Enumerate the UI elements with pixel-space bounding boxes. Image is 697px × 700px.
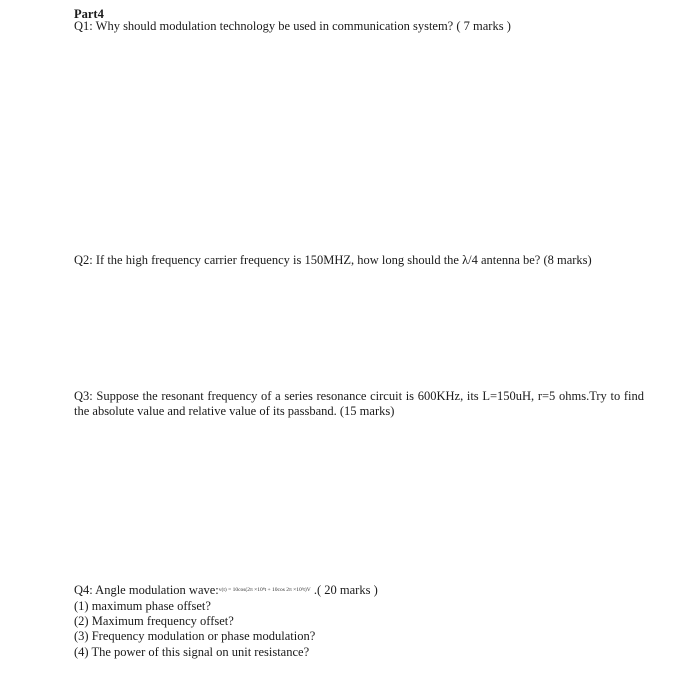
question-4-item: (2) Maximum frequency offset? [74,614,234,628]
question-2: Q2: If the high frequency carrier frequency is 150MHZ, how long should the λ/4 antenna be? (8 marks) [74,253,592,267]
question-4-item: (1) maximum phase offset? [74,599,211,613]
question-4-item: (3) Frequency modulation or phase modulation? [74,629,316,643]
question-4-marks: .( 20 marks ) [310,583,378,597]
angle-modulation-formula: v(t) = 10cos(2π ×10⁸t + 10cos 2π ×10³t)V [218,587,311,593]
question-3: Q3: Suppose the resonant frequency of a series resonance circuit is 600KHz, its L=150uH, r=5 ohms.Try to find the absolute value and relative value of its passband. (15 marks) [74,389,644,418]
question-4-item: (4) The power of this signal on unit resistance? [74,645,310,659]
section-title: Part4 [74,7,104,21]
question-4 [74,583,378,598]
question-4-prefix: Q4: Angle modulation wave: [74,583,219,597]
question-1: Q1: Why should modulation technology be used in communication system? ( 7 marks ) [74,19,511,33]
